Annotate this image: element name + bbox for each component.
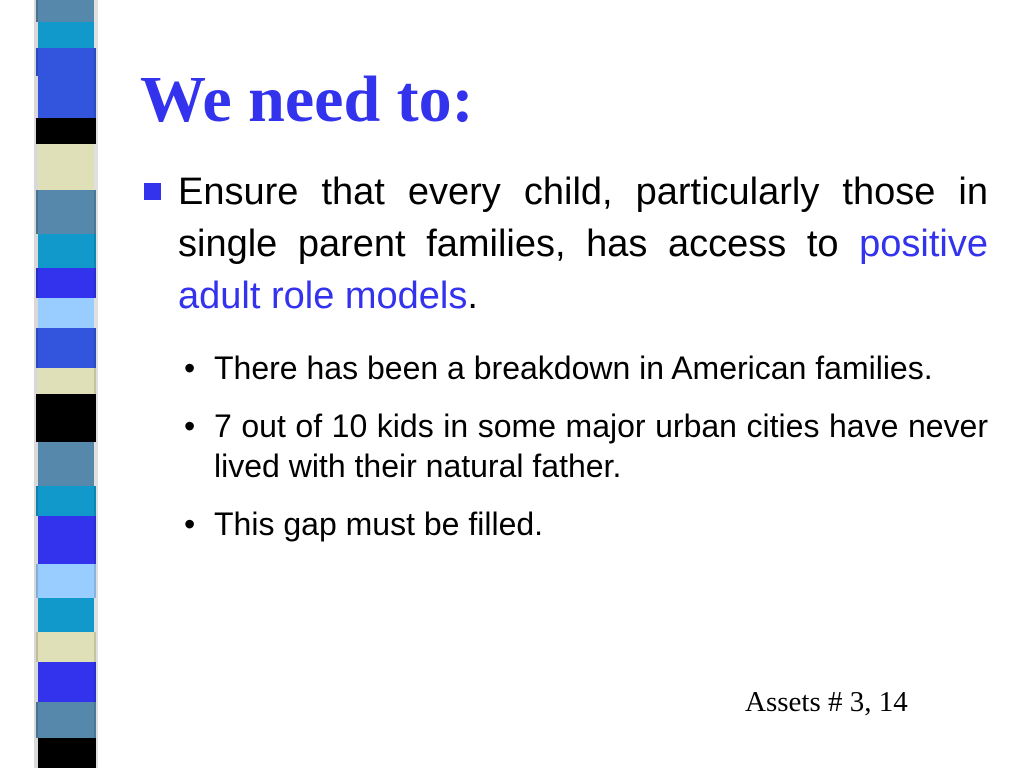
sub-bullet-text: This gap must be filled. bbox=[214, 506, 544, 542]
decorative-stripe-bar bbox=[0, 0, 120, 768]
main-bullet-text bbox=[178, 166, 988, 322]
dot-bullet-icon: • bbox=[184, 506, 196, 542]
highlighted-phrase: positive adult role models bbox=[178, 223, 988, 317]
dot-bullet-icon: • bbox=[184, 350, 196, 386]
dot-bullet-icon: • bbox=[184, 408, 196, 444]
sub-bullet-list bbox=[178, 348, 988, 562]
main-bullet-text-before: Ensure that every child, particularly those in single parent families, has access to bbox=[178, 171, 988, 265]
main-bullet-text-after: . bbox=[467, 275, 478, 317]
sub-bullet-item bbox=[178, 406, 988, 486]
main-bullet bbox=[140, 166, 988, 322]
slide-title: We need to: bbox=[140, 63, 474, 136]
sub-bullet-item bbox=[178, 348, 988, 388]
square-bullet-icon bbox=[144, 183, 161, 200]
sub-bullet-item bbox=[178, 504, 988, 544]
sub-bullet-text: There has been a breakdown in American families. bbox=[214, 350, 933, 386]
sub-bullet-text: 7 out of 10 kids in some major urban cities have never lived with their natural father. bbox=[214, 408, 988, 484]
assets-footnote: Assets # 3, 14 bbox=[745, 686, 908, 718]
